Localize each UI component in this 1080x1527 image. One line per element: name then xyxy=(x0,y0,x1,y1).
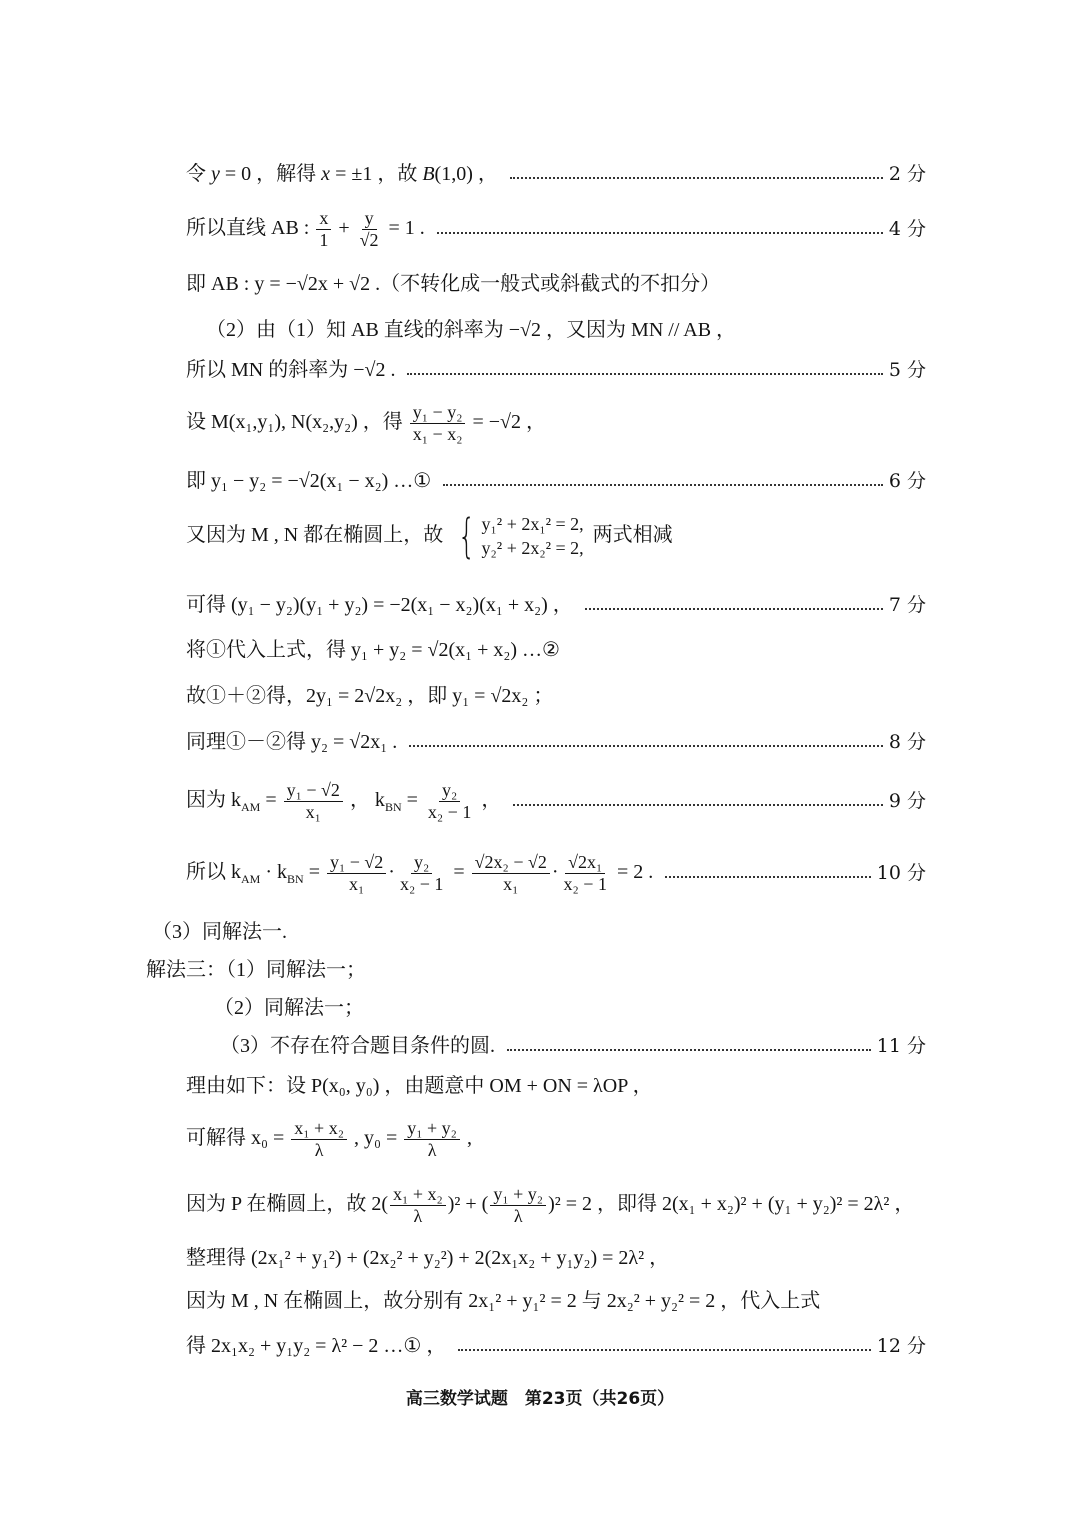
score-label: 2 分 xyxy=(888,162,926,185)
fraction: $\frac{\text{y₂}}{\text{x₂ − 1}}$ xyxy=(427,780,472,822)
fraction: $\frac{x}{1}$ xyxy=(316,208,331,250)
score-label: 8 分 xyxy=(888,730,926,753)
page-footer: 高三数学试题 第23页（共26页） xyxy=(405,1389,675,1409)
solution-line xyxy=(186,360,926,380)
solution-line xyxy=(186,1076,653,1096)
solution-line xyxy=(146,960,366,980)
dot-leader xyxy=(407,373,882,375)
solution-line xyxy=(214,998,364,1018)
fraction: $\frac{\text{√2x₂ − √2}}{\text{x₁}}$ xyxy=(472,852,550,894)
line-text: 设 M(x₁,y₁), N(x₂,y₂) ，得 $\frac{\text{y₁ − y₂}}{\text{x₁ − x₂}}$ = −√2 ， xyxy=(186,402,547,444)
line-text: （2）由（1）知 AB 直线的斜率为 −√2 ，又因为 MN // AB ， xyxy=(206,319,737,341)
line-text: 因为 $k_{AM}$ = $\frac{\text{y₁ − √2}}{\text{x₁}}$ ， $k_{BN}$ = $\frac{\text{y₂}}{\text{x₂ − 1}}$ ， xyxy=(186,780,502,822)
dot-leader xyxy=(458,1349,870,1351)
line-text: 即 y₁ − y₂ = −√2(x₁ − x₂) …① xyxy=(186,470,432,492)
dot-leader xyxy=(513,804,883,806)
solution-line xyxy=(186,686,553,706)
solution-line xyxy=(186,471,926,491)
fraction: $\frac{\text{x₁ + x₂}}{\lambda}$ xyxy=(291,1118,347,1160)
line-text: 整理得 (2x₁² + y₁²) + (2x₂² + y₂²) + 2(2x₁x₂ + y₁y₂) = 2λ² ， xyxy=(186,1247,670,1269)
line-text: 得 2x₁x₂ + y₁y₂ = λ² − 2 …① ， xyxy=(186,1335,447,1357)
solution-line xyxy=(186,1248,669,1268)
solution-line xyxy=(186,1118,472,1160)
score-label: 11 分 xyxy=(876,1034,926,1057)
fraction: $\frac{\text{y₁ − √2}}{\text{x₁}}$ xyxy=(284,780,343,822)
line-text: 令 y = 0 ，解得 x = ±1 ，故 B(1,0) ， xyxy=(186,163,498,185)
line-text: 将①代入上式，得 y₁ + y₂ = √2(x₁ + x₂) …② xyxy=(186,639,560,661)
line-text: （2）同解法一； xyxy=(214,997,364,1019)
dot-leader xyxy=(585,608,883,610)
fraction: $\frac{\text{y₂}}{\text{x₂ − 1}}$ xyxy=(399,852,444,894)
line-text: 同理①－②得 y₂ = √2x₁ . xyxy=(186,731,398,753)
fraction: $\frac{\text{√2x₁}}{\text{x₂ − 1}}$ xyxy=(563,852,607,894)
fraction: $\frac{\text{y₁ − √2}}{\text{x₁}}$ xyxy=(327,852,386,894)
dot-leader xyxy=(665,876,871,878)
line-text: 解法三：（1）同解法一； xyxy=(146,959,366,981)
solution-line xyxy=(186,1291,820,1311)
solution-line xyxy=(186,1184,914,1226)
score-label: 10 分 xyxy=(876,861,926,884)
line-text: （3）不存在符合题目条件的圆. xyxy=(220,1035,495,1057)
solution-line xyxy=(186,1336,926,1356)
fraction: $\frac{\text{y₁ + y₂}}{\lambda}$ xyxy=(404,1118,460,1160)
line-text: 又因为 M , N 都在椭圆上，故 { y₁² + 2x₁² = 2, y₂² + 2x₂² = 2, 两式相减 xyxy=(186,509,673,564)
solution-line xyxy=(186,509,673,564)
solution-line xyxy=(186,274,720,294)
line-text: 所以 MN 的斜率为 −√2 . xyxy=(186,359,396,381)
dot-leader xyxy=(437,232,883,234)
line-text: 即 AB : y = −√2x + √2 .（不转化成一般式或斜截式的不扣分） xyxy=(186,273,721,295)
solution-line xyxy=(186,164,926,184)
score-label: 9 分 xyxy=(888,789,926,812)
fraction: $\frac{\text{y₁ − y₂}}{\text{x₁ − x₂}}$ xyxy=(410,402,466,444)
solution-line xyxy=(152,922,287,942)
fraction: $\frac{\text{x₁ + x₂}}{\lambda}$ xyxy=(390,1184,446,1226)
dot-leader xyxy=(409,745,883,747)
solution-line xyxy=(186,402,546,444)
dot-leader xyxy=(507,1049,871,1051)
score-label: 6 分 xyxy=(888,469,926,492)
line-text: 所以直线 AB : $\frac{x}{1}$ + $\frac{y}{√2}$ = 1 . xyxy=(186,208,425,250)
equation-system: { y₁² + 2x₁² = 2, y₂² + 2x₂² = 2, xyxy=(458,509,584,564)
left-brace-icon: { xyxy=(458,509,476,564)
solution-line xyxy=(186,640,560,660)
solution-line xyxy=(186,732,926,752)
score-label: 12 分 xyxy=(876,1334,926,1357)
line-text: 所以 $k_{AM} \cdot k_{BN}$ = $\frac{\text{y₁ − √2}}{\text{x₁}}$ · $\frac{\text{y₂}}{\text{x₂ − 1}}$ = $\frac{\text{√2x₂ − √2}}{\text{x₁}}$ · $\frac{\text{√2x₁}}{\text{x₂ − 1}}$ = 2 . xyxy=(186,852,654,894)
line-text: 可解得 x₀ = $\frac{\text{x₁ + x₂}}{\lambda}$ , y₀ = $\frac{\text{y₁ + y₂}}{\lambda}$ , xyxy=(186,1118,472,1160)
solution-line xyxy=(186,780,926,822)
solution-line xyxy=(186,595,926,615)
line-text: （3）同解法一. xyxy=(152,921,287,943)
line-text: 故①＋②得，2y₁ = 2√2x₂ ，即 y₁ = √2x₂ ； xyxy=(186,685,554,707)
score-label: 5 分 xyxy=(888,358,926,381)
score-label: 4 分 xyxy=(888,217,926,240)
solution-line xyxy=(220,1036,926,1056)
dot-leader xyxy=(510,177,883,179)
solution-line xyxy=(206,320,736,340)
line-text: 因为 P 在椭圆上，故 2( $\frac{\text{x₁ + x₂}}{\lambda}$ )² + ( $\frac{\text{y₁ + y₂}}{\lambda}$ )² = 2 ，即得 2(x₁ + x₂)² + (y₁ + y₂)² = 2λ² ， xyxy=(186,1184,915,1226)
dot-leader xyxy=(443,484,883,486)
solution-line xyxy=(186,208,926,250)
solution-line xyxy=(186,852,926,894)
fraction: $\frac{\text{y₁ + y₂}}{\lambda}$ xyxy=(490,1184,546,1226)
score-label: 7 分 xyxy=(888,593,926,616)
fraction: $\frac{y}{√2}$ xyxy=(359,208,379,250)
line-text: 因为 M , N 在椭圆上，故分别有 2x₁² + y₁² = 2 与 2x₂² + y₂² = 2 ，代入上式 xyxy=(186,1290,821,1312)
line-text: 理由如下：设 P(x₀, y₀) ，由题意中 OM + ON = λOP ， xyxy=(186,1075,653,1097)
line-text: 可得 (y₁ − y₂)(y₁ + y₂) = −2(x₁ − x₂)(x₁ + x₂) ， xyxy=(186,594,573,616)
